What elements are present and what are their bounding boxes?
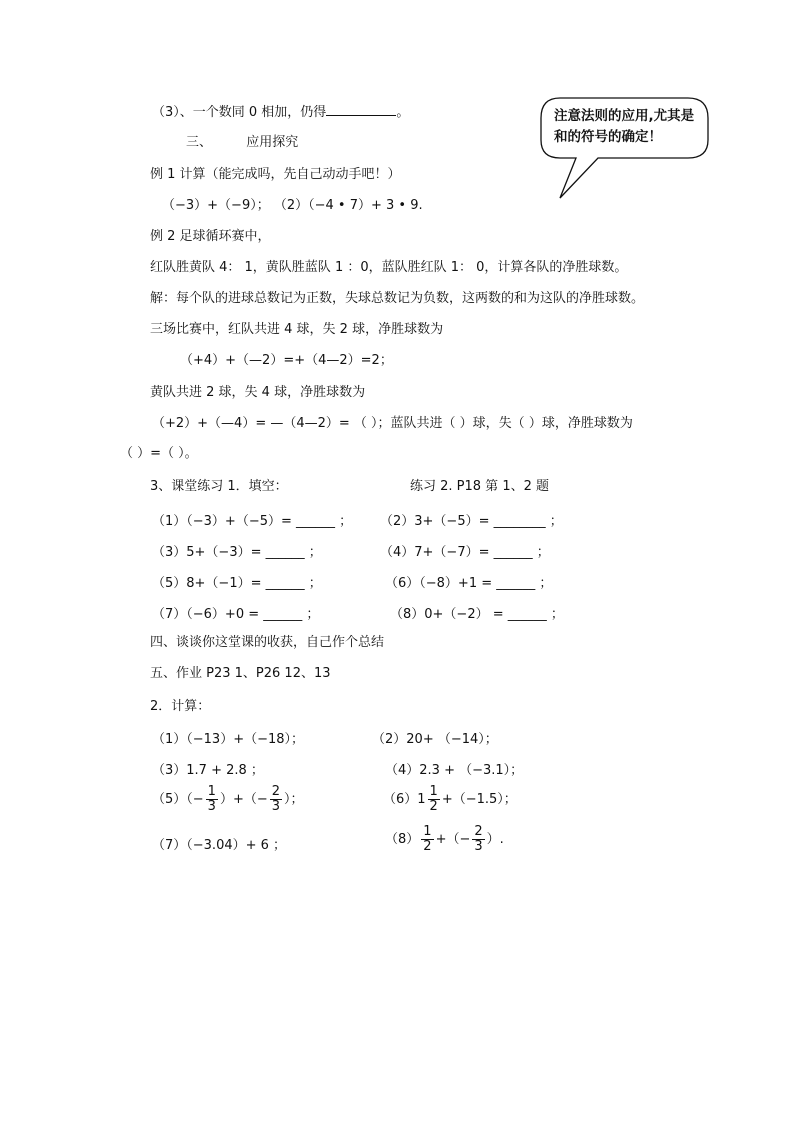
section-number: 三、 <box>186 135 213 150</box>
calc-text: （5）（− <box>152 792 204 807</box>
practice-item: （1）（−3）+（−5）= ______ ； <box>152 514 353 529</box>
yellow-team-expression: （+2）+（—4）= —（4—2）= （ ）；蓝队共进（ ）球，失（ ）球，净胜球数为 <box>152 416 633 431</box>
numerator: 2 <box>474 824 483 839</box>
calc-item-8 <box>385 825 504 854</box>
example-1: 例 1 计算（能完成吗，先自己动动手吧！） <box>150 167 401 182</box>
property-text: （3）、一个数同 0 相加，仍得 <box>152 105 327 120</box>
red-team-expression: （+4）+（—2）=+（4—2）=2； <box>180 353 393 368</box>
calc-item: （7）（−3.04）+ 6 ； <box>152 838 287 853</box>
section-5-homework: 五、作业 P23 1、P26 12、13 <box>150 666 331 681</box>
calc-text: （8） <box>385 832 420 847</box>
calc-text: ）； <box>284 792 304 807</box>
numerator: 1 <box>429 784 438 799</box>
practice-item: （2）3+（−5）= ________ ； <box>380 514 563 529</box>
practice-item: （4）7+（−7）= ______ ； <box>380 545 550 560</box>
practice-item: （8）0+（−2） = ______ ； <box>390 607 564 622</box>
section-3-heading <box>186 134 298 152</box>
fraction <box>270 785 282 814</box>
practice-item: （6）（−8）+1 = ______ ； <box>385 576 553 591</box>
practice-item: （7）（−6）+0 = ______ ； <box>152 607 320 622</box>
numerator: 2 <box>271 784 281 799</box>
calc-item: （1）（−13）+（−18）； <box>152 732 305 747</box>
calc-text: ）+（− <box>219 792 268 807</box>
yellow-team-text: 黄队共进 2 球，失 4 球，净胜球数为 <box>150 385 366 400</box>
fraction <box>428 785 440 814</box>
calc-text: ）. <box>486 832 504 847</box>
denominator: 3 <box>474 839 483 854</box>
calc-text: （6）1 <box>383 792 426 807</box>
calc-item-5 <box>152 785 304 814</box>
denominator: 3 <box>207 799 216 814</box>
fraction <box>472 825 484 854</box>
practice-item: （3）5+（−3）= ______ ； <box>152 545 322 560</box>
calc-heading: 2．计算： <box>150 699 211 714</box>
period: 。 <box>396 105 410 120</box>
numerator: 1 <box>423 824 432 839</box>
calc-item: （3）1.7 + 2.8 ； <box>152 763 264 778</box>
calc-item: （4）2.3 + （−3.1）； <box>385 763 524 778</box>
denominator: 2 <box>429 799 438 814</box>
example-2: 例 2 足球循环赛中， <box>150 229 271 244</box>
property-line <box>152 103 409 122</box>
blue-team-expression: （ ）=（ ）。 <box>120 446 198 461</box>
solution-text: 解：每个队的进球总数记为正数，失球总数记为负数，这两数的和为这队的净胜球数。 <box>150 291 645 306</box>
practice-2: 练习 2. P18 第 1、2 题 <box>410 479 549 494</box>
bubble-text: 注意法则的应用,尤其是和的符号的确定！ <box>554 108 695 145</box>
example-1-expression: （−3）+（−9）； （2）（−4 • 7）+ 3 • 9. <box>162 198 423 213</box>
example-2-description: 红队胜黄队 4： 1，黄队胜蓝队 1 ：0，蓝队胜红队 1： 0，计算各队的净胜球数。 <box>150 260 628 275</box>
calc-text: +（−1.5）； <box>441 792 517 807</box>
fraction <box>206 785 218 814</box>
calc-item-6 <box>383 785 517 814</box>
denominator: 2 <box>423 839 432 854</box>
practice-item: （5）8+（−1）= ______ ； <box>152 576 322 591</box>
answer-blank <box>326 103 396 116</box>
practice-heading: 3、课堂练习 1．填空： <box>150 479 288 494</box>
section-4-heading: 四、谈谈你这堂课的收获，自己作个总结 <box>150 635 385 650</box>
calc-text: +（− <box>435 832 471 847</box>
calc-item: （2）20+ （−14）； <box>372 732 498 747</box>
red-team-text: 三场比赛中，红队共进 4 球，失 2 球，净胜球数为 <box>150 322 444 337</box>
numerator: 1 <box>207 784 216 799</box>
denominator: 3 <box>271 799 281 814</box>
speech-bubble <box>538 94 712 204</box>
section-title: 应用探究 <box>246 135 299 150</box>
fraction <box>421 825 433 854</box>
